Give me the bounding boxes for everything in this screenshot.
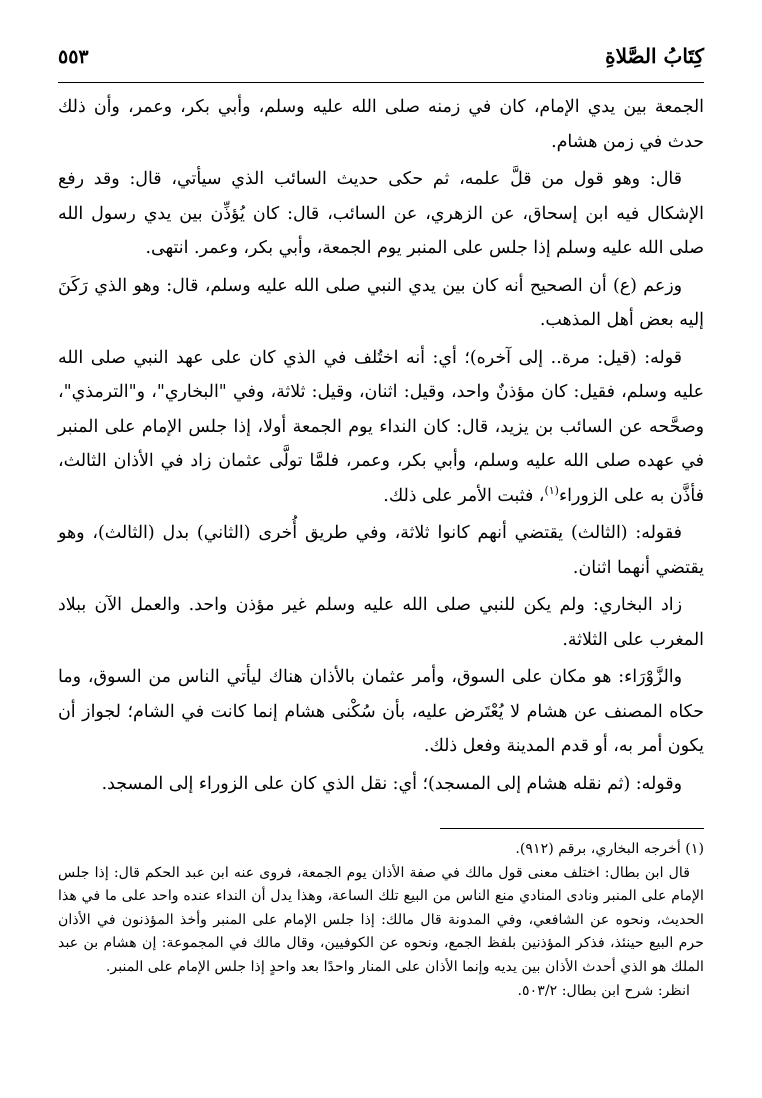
paragraph-7: والزَّوْرَاء: هو مكان على السوق، وأمر عثمان بالأذان هناك ليأتي الناس من السوق، وما حكاه المصنف عن هشام لا يُعْتَرض عليه، بأن سُكْنى هشام إنما كانت في الشام؛ لجواز أن يكون أمر به، أو قدم المدينة وفعل ذلك. — [58, 667, 704, 756]
paragraph-5: فقوله: (الثالث) يقتضي أنهم كانوا ثلاثة، وفي طريق أُخرى (الثاني) بدل (الثالث)، وهو يقتضي أنهما اثنان. — [58, 523, 704, 578]
footnote-reference-1[interactable]: (١) — [544, 483, 559, 497]
footnote-divider — [440, 828, 704, 829]
main-text — [58, 90, 704, 804]
paragraph-8: وقوله: (ثم نقله هشام إلى المسجد)؛ أي: نقل الذي كان على الزوراء إلى المسجد. — [101, 773, 682, 794]
paragraph-1: الجمعة بين يدي الإمام، كان في زمنه صلى الله عليه وسلم، وأبي بكر، وعمر، وأن ذلك حدث في زمن هشام. — [58, 97, 704, 152]
footnote-1-source: انظر: شرح ابن بطال: ٥٠٣/٢. — [517, 982, 690, 999]
page-header — [58, 42, 704, 83]
running-title: كِتَابُ الصَّلاةِ — [605, 44, 704, 68]
page-number: ٥٥٣ — [58, 46, 89, 68]
footnote-1-text: قال ابن بطال: اختلف معنى قول مالك في صفة الأذان يوم الجمعة، فروى عنه ابن عبد الحكم قال: إذا جلس الإمام على المنبر ونادى المنادي منع الناس من البيع تلك الساعة، وهذا يدل أن النداء عنده واحد على ما في هذا الحديث، ونحوه عن الشافعي، وفي المدونة قال مالك: إذا جلس الإمام على المنبر وأخذ المؤذنون في الأذان حرم البيع حينئذ، فذكر المؤذنين بلفظ الجمع، ونحوه عن الكوفيين، وقال مالك في المجموعة: إن هشام بن عبد الملك هو الذي أحدث الأذان بين يديه وإنما الأذان على المنار واحدًا بعد واحدٍ إذا جلس الإمام على المنبر. — [58, 864, 704, 975]
paragraph-3: وزعم (ع) أن الصحيح أنه كان بين يدي النبي صلى الله عليه وسلم، قال: وهو الذي رَكَنَ إليه بعض أهل المذهب. — [58, 275, 704, 330]
footnote-1-citation: (١) أخرجه البخاري، برقم (٩١٢). — [515, 841, 704, 857]
paragraph-2: قال: وهو قول من قلَّ علمه، ثم حكى حديث السائب الذي سيأتي، قال: وقد رفع الإشكال فيه ابن إسحاق، عن الزهري، عن السائب، قال: كان يُؤذِّن بين يدي رسول الله صلى الله عليه وسلم إذا جلس على المنبر يوم الجمعة، وأبي بكر، وعمر. انتهى. — [58, 169, 704, 258]
paragraph-4-text: قوله: (قيل: مرة.. إلى آخره)؛ أي: أنه اختُلف في الذي كان على عهد النبي صلى الله عليه وسلم، فقيل: كان مؤذنٌ واحد، وقيل: اثنان، وقيل: ثلاثة، وفي "البخاري"، و"الترمذي"، وصحَّحه عن السائب بن يزيد، قال: كان النداء يوم الجمعة أولا، إذا جلس الإمام على المنبر في عهده صلى الله عليه وسلم، وأبي بكر، وعمر، فلمَّا تولَّى عثمان زاد في الأذان الثالث، فأذَّن به على الزوراء — [58, 347, 704, 506]
paragraph-6: زاد البخاري: ولم يكن للنبي صلى الله عليه وسلم غير مؤذن واحد. والعمل الآن ببلاد المغرب على الثلاثة. — [58, 595, 704, 650]
footnotes — [58, 838, 704, 1003]
paragraph-4-tail: ، فثبت الأمر على ذلك. — [383, 485, 545, 506]
paragraph-4 — [58, 341, 704, 514]
